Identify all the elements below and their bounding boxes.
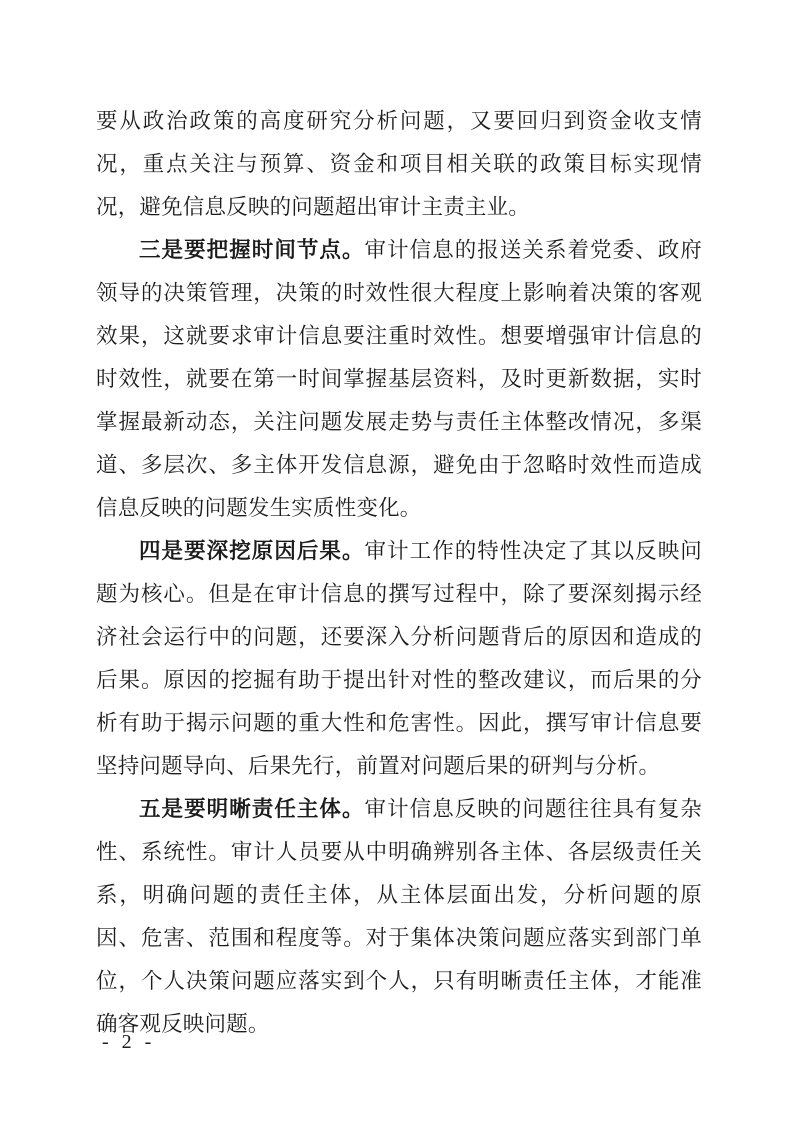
paragraph-text: 要从政治政策的高度研究分析问题，又要回归到资金收支情况，重点关注与预算、资金和项目相关联的政策目标实现情况，避免信息反映的问题超出审计主责主业。: [96, 109, 702, 219]
paragraph-lead: 三是要把握时间节点。: [139, 238, 365, 262]
paragraph: [96, 788, 702, 1046]
paragraph-lead: 五是要明晰责任主体。: [139, 797, 365, 821]
paragraph-text: 审计工作的特性决定了其以反映问题为核心。但是在审计信息的撰写过程中，除了要深刻揭示经济社会运行中的问题，还要深入分析问题背后的原因和造成的后果。原因的挖掘有助于提出针对性的整改建议，而后果的分析有助于揭示问题的重大性和危害性。因此，撰写审计信息要坚持问题导向、后果先行，前置对问题后果的研判与分析。: [96, 539, 702, 778]
document-body: [96, 100, 702, 1046]
paragraph: [96, 530, 702, 788]
page-number: - 2 -: [102, 1031, 156, 1053]
paragraph-text: 审计信息的报送关系着党委、政府领导的决策管理，决策的时效性很大程度上影响着决策的客观效果，这就要求审计信息要注重时效性。想要增强审计信息的时效性，就要在第一时间掌握基层资料，及时更新数据，实时掌握最新动态，关注问题发展走势与责任主体整改情况，多渠道、多层次、多主体开发信息源，避免由于忽略时效性而造成信息反映的问题发生实质性变化。: [96, 238, 702, 520]
paragraph: [96, 229, 702, 530]
paragraph-lead: 四是要深挖原因后果。: [139, 539, 365, 563]
paragraph-text: 审计信息反映的问题往往具有复杂性、系统性。审计人员要从中明确辨别各主体、各层级责任关系，明确问题的责任主体，从主体层面出发，分析问题的原因、危害、范围和程度等。对于集体决策问题应落实到部门单位，个人决策问题应落实到个人，只有明晰责任主体，才能准确客观反映问题。: [96, 797, 702, 1036]
paragraph: [96, 100, 702, 229]
